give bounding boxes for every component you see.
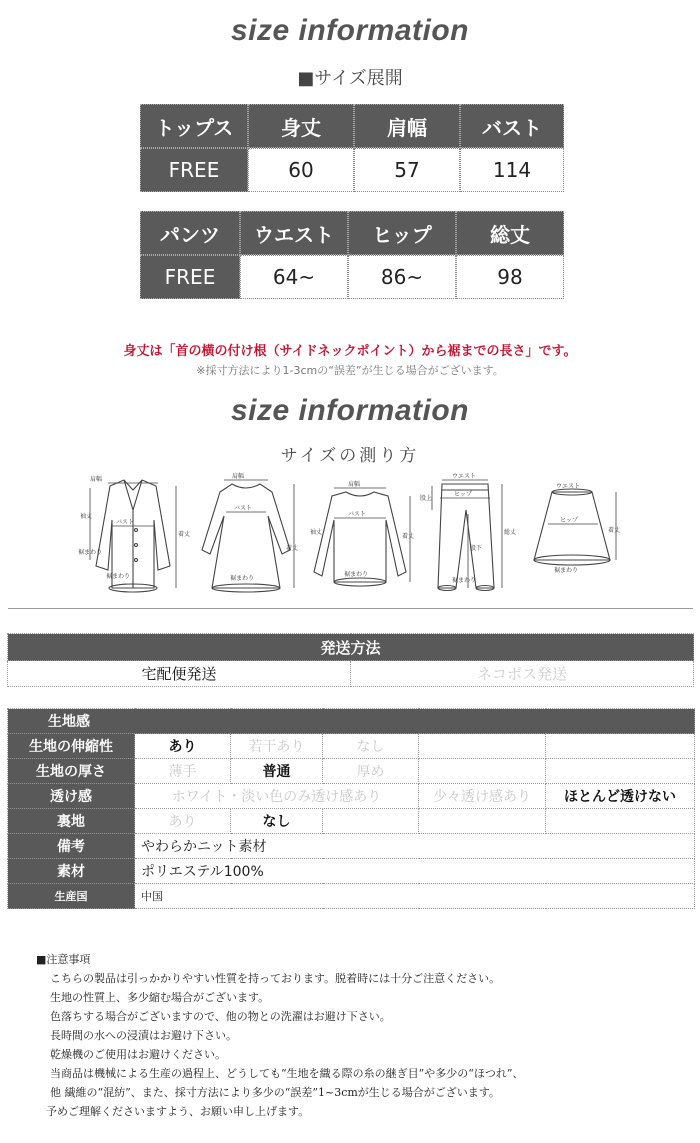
lining-option-empty3 xyxy=(546,809,695,834)
measurement-error-note: ※採寸方法により1-3cmの“誤差”が生じる場合がございます。 xyxy=(196,364,504,377)
coat-label-bust: バスト xyxy=(116,519,135,526)
tops-size-free: FREE xyxy=(140,148,248,192)
stretch-option-empty1 xyxy=(419,734,546,759)
fabric-lining-label: 裏地 xyxy=(8,809,135,834)
coat-label-hem1: 裾まわり xyxy=(78,549,103,556)
tops-size-table xyxy=(140,104,564,192)
note-line-4: 長時間の水への浸漬はお避け下さい。 xyxy=(50,1029,237,1042)
notes-heading: ■注意事項 xyxy=(36,953,91,966)
pants-measurement-diagram xyxy=(418,470,517,596)
stretch-option-empty2 xyxy=(546,734,695,759)
material-value: ポリエステル100% xyxy=(135,859,695,884)
fabric-sheerness-label: 透け感 xyxy=(8,784,135,809)
lining-option-empty2 xyxy=(419,809,546,834)
note-line-5: 乾燥機のご使用はお避けください。 xyxy=(50,1048,226,1061)
thickness-option-normal: 普通 xyxy=(231,759,323,784)
note-line-1: こちらの製品は引っかかりやすい性質を持っております。脱着時には十分ご注意ください。 xyxy=(50,972,501,985)
tops-value-bust: 114 xyxy=(460,148,564,192)
pants-header-category: パンツ xyxy=(140,211,240,255)
fabric-thickness-label: 生地の厚さ xyxy=(8,759,135,784)
note-line-6: 当商品は機械による生産の過程上、どうしても“生地を織る際の糸の継ぎ目”や多少の“ほつれ”、 xyxy=(50,1067,524,1080)
skirt-measurement-diagram xyxy=(520,480,624,576)
sweater-measurement-diagram xyxy=(306,478,414,596)
sweater-label-length: 着丈 xyxy=(402,533,415,540)
caution-notes xyxy=(36,950,676,1121)
size-info-title: size information xyxy=(230,14,470,47)
lining-option-empty1 xyxy=(323,809,419,834)
fabric-header: 生地感 xyxy=(8,709,695,734)
pants-value-hip: 86~ xyxy=(348,255,456,299)
dress-label-length: 着丈 xyxy=(286,545,299,552)
sweater-label-shoulder: 肩幅 xyxy=(348,481,361,488)
sweater-label-sleeve: 袖丈 xyxy=(310,529,323,536)
pants-size-free: FREE xyxy=(140,255,240,299)
dress-measurement-diagram xyxy=(196,470,302,596)
pants-value-total-length: 98 xyxy=(456,255,564,299)
tops-header-shoulder: 肩幅 xyxy=(354,104,460,148)
coat-label-sleeve: 袖丈 xyxy=(80,513,93,520)
note-line-7: 他 繊維の“混紡”、また、採寸方法により多少の“誤差”1~3cmが生じる場合がございます。 xyxy=(50,1086,500,1099)
pants-label-hem: 裾まわり xyxy=(452,577,477,584)
dress-label-hem: 裾まわり xyxy=(230,575,255,582)
tops-header-category: トップス xyxy=(140,104,248,148)
shipping-header: 発送方法 xyxy=(8,634,694,661)
tops-header-length: 身丈 xyxy=(248,104,354,148)
skirt-label-hip: ヒップ xyxy=(560,517,578,524)
fabric-stretch-label: 生地の伸縮性 xyxy=(8,734,135,759)
pants-header-total-length: 総丈 xyxy=(456,211,564,255)
pants-size-table xyxy=(140,211,564,299)
shipping-option-nekopos: ネコポス発送 xyxy=(351,661,694,687)
pants-label-total: 総丈 xyxy=(504,529,517,536)
skirt-label-length: 着丈 xyxy=(608,527,621,534)
lining-option-no: なし xyxy=(231,809,323,834)
note-line-8: 予めご理解くださいますよう、お願い申し上げます。 xyxy=(46,1105,310,1118)
fabric-feel-table xyxy=(7,708,695,909)
pants-header-hip: ヒップ xyxy=(348,211,456,255)
thickness-option-empty2 xyxy=(546,759,695,784)
tops-value-shoulder: 57 xyxy=(354,148,460,192)
sweater-label-bust: バスト xyxy=(348,511,367,518)
length-definition-note: 身丈は「首の横の付け根（サイドネックポイント）から裾までの長さ」です。 xyxy=(123,344,577,359)
dress-label-shoulder: 肩幅 xyxy=(232,473,245,480)
note-line-3: 色落ちする場合がございますので、他の物との洗濯はお避け下さい。 xyxy=(50,1010,391,1023)
tops-header-bust: バスト xyxy=(460,104,564,148)
remarks-label: 備考 xyxy=(8,834,135,859)
coat-label-length: 着丈 xyxy=(178,531,191,538)
stretch-option-none: なし xyxy=(323,734,419,759)
stretch-option-yes: あり xyxy=(135,734,231,759)
shipping-method-table xyxy=(7,633,694,687)
thickness-option-thick: 厚め xyxy=(323,759,419,784)
skirt-label-hem: 裾まわり xyxy=(554,567,579,574)
coat-measurement-diagram xyxy=(78,470,191,596)
skirt-label-waist: ウエスト xyxy=(556,483,581,490)
stretch-option-slight: 若干あり xyxy=(231,734,323,759)
how-to-measure-subtitle: サイズの測り方 xyxy=(280,446,420,466)
tops-value-length: 60 xyxy=(248,148,354,192)
note-line-2: 生地の性質上、多少縮む場合がございます。 xyxy=(50,991,270,1004)
thickness-option-empty1 xyxy=(419,759,546,784)
size-range-subtitle: ■サイズ展開 xyxy=(297,68,403,89)
pants-label-hip: ヒップ xyxy=(454,491,472,498)
size-info-title-2: size information xyxy=(230,394,470,427)
dress-label-bust: バスト xyxy=(234,505,253,512)
coat-label-shoulder: 肩幅 xyxy=(90,476,103,483)
pants-label-inseam: 股下 xyxy=(470,545,483,552)
pants-value-waist: 64~ xyxy=(240,255,348,299)
coat-label-hem2: 裾まわり xyxy=(106,573,131,580)
sheer-option-white-light: ホワイト・淡い色のみ透け感あり xyxy=(135,784,419,809)
pants-label-waist: ウエスト xyxy=(452,473,477,480)
lining-option-yes: あり xyxy=(135,809,231,834)
pants-header-waist: ウエスト xyxy=(240,211,348,255)
material-label: 素材 xyxy=(8,859,135,884)
sheer-option-slight: 少々透け感あり xyxy=(419,784,546,809)
origin-label: 生産国 xyxy=(8,884,135,909)
thickness-option-thin: 薄手 xyxy=(135,759,231,784)
remarks-value: やわらかニット素材 xyxy=(135,834,695,859)
origin-value: 中国 xyxy=(135,884,695,909)
shipping-option-takuhaibin: 宅配便発送 xyxy=(8,661,351,687)
sweater-label-hem: 裾まわり xyxy=(344,571,369,578)
sheer-option-almost-none: ほとんど透けない xyxy=(546,784,695,809)
section-divider xyxy=(8,608,693,609)
pants-label-rise: 股上 xyxy=(420,495,433,502)
